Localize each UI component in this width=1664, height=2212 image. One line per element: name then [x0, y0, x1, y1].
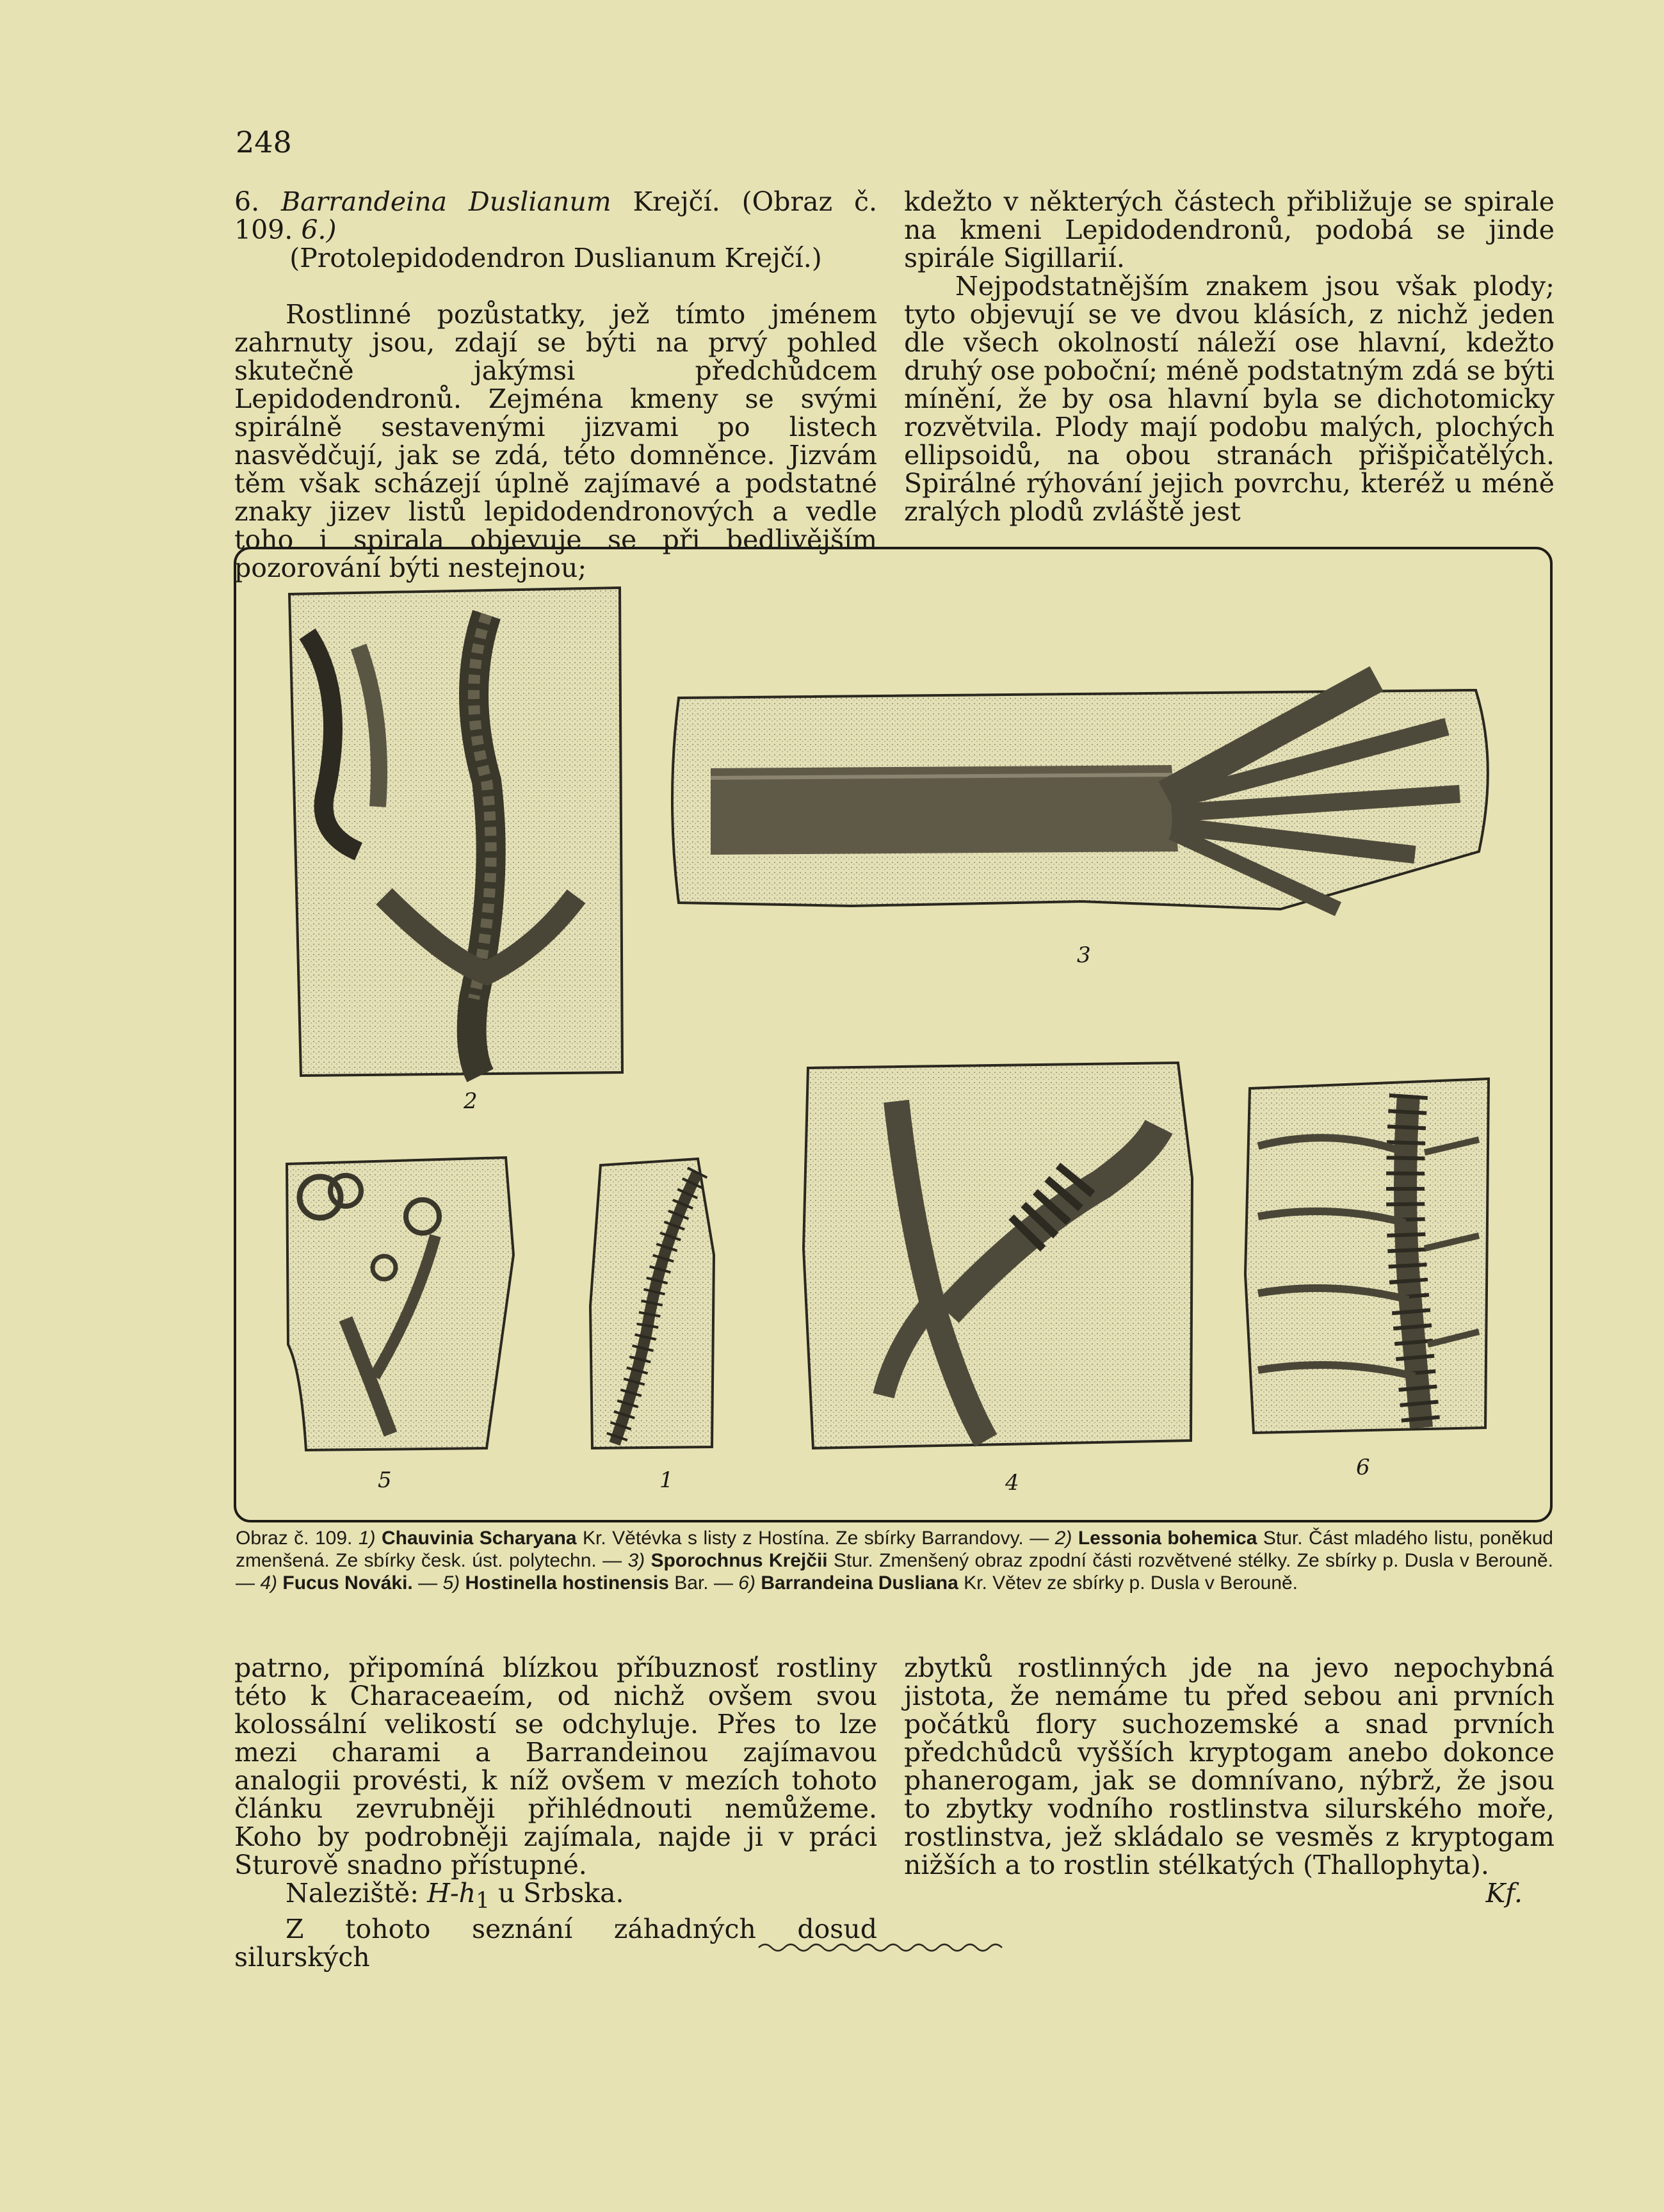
wavy-divider — [755, 1940, 1012, 1955]
caption-number: 3) — [627, 1550, 645, 1571]
figure-label-6: 6 — [1356, 1455, 1370, 1480]
figure-label-3: 3 — [1077, 942, 1091, 968]
caption-text: Kr. Větévka s listy z Hostína. Ze sbírky Barrandovy. — — [583, 1528, 1049, 1549]
caption-text: Stur. Část mladého listu, poněkud zmenšená. Ze sbírky česk. úst. polytechn. — — [236, 1528, 1553, 1571]
caption-number: 6) — [738, 1572, 755, 1594]
locality-line — [234, 1879, 877, 1915]
locality-place: u Srbska. — [497, 1878, 624, 1909]
column-left-bottom — [234, 1654, 877, 1971]
caption-species-name: Barrandeina Dusliana — [761, 1572, 958, 1594]
caption-prefix: Obraz č. 109. — [236, 1528, 353, 1549]
specimen-2 — [289, 588, 622, 1076]
specimen-5 — [287, 1158, 513, 1450]
locality-subscript: 1 — [476, 1888, 490, 1914]
caption-text: Bar. — — [674, 1572, 733, 1594]
heading-species-name: Barrandeina Duslianum — [280, 186, 611, 217]
caption-text: — — [418, 1572, 438, 1594]
paragraph: kdežto v některých částech přibližuje se spirale na kmeni Lepidodendronů, podobá se jinde spirále Sigillarií. — [904, 186, 1555, 273]
specimen-6 — [1245, 1079, 1489, 1433]
paragraph: Nejpodstatnějším znakem jsou však plody; tyto objevují se ve dvou klásích, z nichž jeden dle všech okolností náleží ose hlavní, kdežto druhý ose poboční; méně podstatným zdá se býti mínění, že by osa hlavní byla se dichotomicky rozvětvila. Plody mají podobu malých, plochých ellipsoidů, na obou stranách přišpičatělých. Spirálné rýhování jejich povrchu, kteréž u méně zralých plodů zvláště jest — [904, 271, 1555, 527]
locality-code: H-h — [427, 1878, 476, 1909]
paragraph: Rostlinné pozůstatky, jež tímto jménem zahrnuty jsou, zdají se býti na prvý pohled skutečně jakýmsi předchůdcem Lepidodendronů. Zejména kmeny se svými spirálně sestavenými jizvami po listech nasvědčují, jak se zdá, této domněnce. Jizvám těm však scházejí úplně zajímavé a podstatné znaky jizev listů lepidodendronových a vedle toho i spirala objevuje se při bedlivějším pozorování býti nestejnou; — [234, 299, 877, 583]
caption-number: 2) — [1054, 1528, 1072, 1549]
locality-label: Naleziště: — [286, 1878, 419, 1909]
caption-text: Kr. Větev ze sbírky p. Dusla v Berouně. — [964, 1572, 1298, 1594]
caption-number: 1) — [358, 1528, 376, 1549]
paragraph: Z tohoto seznání záhadných dosud silurských — [234, 1914, 877, 1973]
caption-species-name: Lessonia bohemica — [1078, 1528, 1257, 1549]
specimen-4 — [804, 1063, 1192, 1448]
figure-label-1: 1 — [659, 1467, 674, 1493]
specimen-3 — [672, 679, 1488, 909]
section-subheading: (Protolepidodendron Duslianum Krejčí.) — [289, 243, 822, 273]
caption-number: 4) — [260, 1572, 278, 1594]
paragraph: patrno, připomíná blízkou příbuznosť rostliny této k Characeaeím, od nichž ovšem svou kolossální velikostí se odchyluje. Přes to lze mezi charami a Barrandeinou zajímavou analogii provésti, k níž ovšem v mezích tohoto článku zevrubněji přihlédnouti nemůžeme. Koho by podrobněji zajímala, najde ji v práci Sturově snadno přístupné. — [234, 1652, 877, 1880]
figure-label-4: 4 — [1005, 1470, 1019, 1496]
caption-number: 5) — [442, 1572, 460, 1594]
figure-label-5: 5 — [378, 1467, 392, 1493]
heading-author: Krejčí. (Obraz č. 109. — [234, 186, 877, 245]
caption-species-name: Hostinella hostinensis — [465, 1572, 669, 1594]
figure-caption — [236, 1527, 1553, 1594]
paragraph: zbytků rostlinných jde na jevo nepochybná jistota, že nemáme tu před sebou ani prvních počátků flory suchozemské a snad prvních předchůdců vyšších kryptogam anebo dokonce phanerogam, jak se domnívano, nýbrž, že jsou to zbytky vodního rostlinstva silurského moře, rostlinstva, jež skládalo se vesměs z kryptogam nižších a to rostlin stélkatých (Thallophyta). — [904, 1652, 1555, 1880]
author-signature: Kf. — [1485, 1878, 1523, 1909]
caption-species-name: Chauvinia Scharyana — [381, 1528, 577, 1549]
heading-number: 6. — [234, 186, 260, 217]
caption-species-name: Fucus Nováki. — [282, 1572, 413, 1594]
column-right-bottom — [904, 1654, 1555, 1907]
specimen-1 — [590, 1159, 714, 1448]
figure-label-2: 2 — [464, 1088, 478, 1114]
caption-species-name: Sporochnus Krejčii — [650, 1550, 828, 1571]
page-number: 248 — [236, 125, 292, 159]
caption-text: Stur. Zmenšený obraz zpodní části rozvětvené stélky. Ze sbírky p. Dusla v Berouně. — — [236, 1550, 1553, 1594]
heading-figure-ref: 6.) — [301, 214, 337, 245]
